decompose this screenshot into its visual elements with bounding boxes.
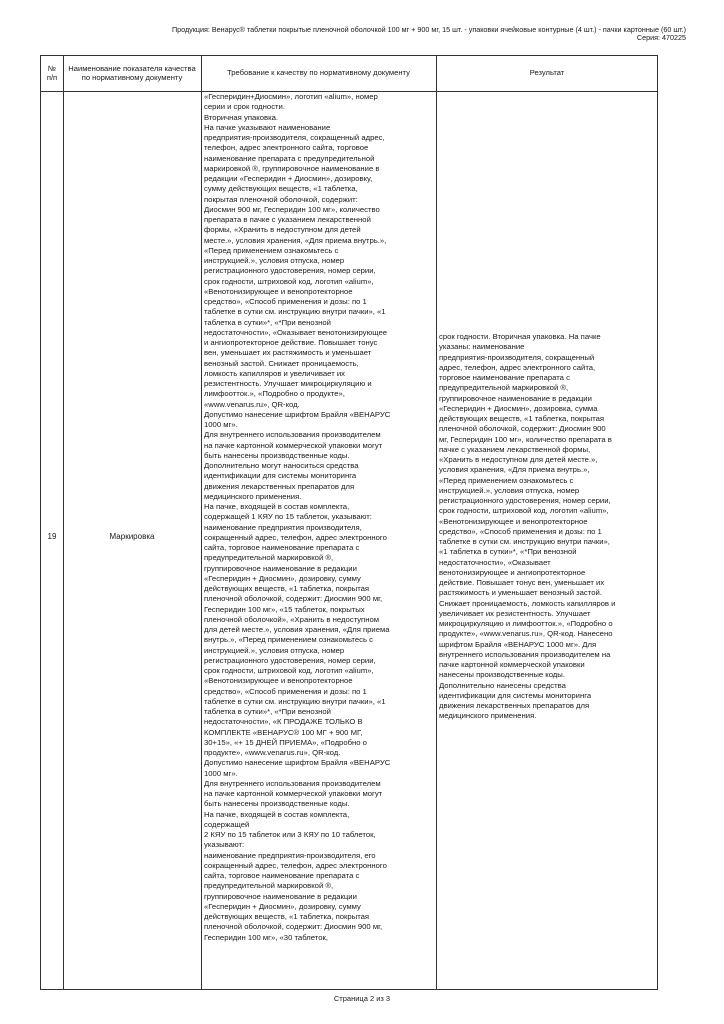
text-line: регистрационного удостоверения, номер серии, (204, 266, 376, 276)
text-line: регистрационного удостоверения, номер серии, (439, 496, 611, 505)
text-line: На пачке указывают наименование (204, 122, 331, 132)
header-requirement: Требование к качеству по нормативному документу (227, 68, 410, 78)
text-line: Снижает проницаемость, ломкость капилляров и (439, 598, 616, 608)
text-line: резистентность. Улучшает микроциркуляцию и (204, 379, 372, 388)
text-line: торговое наименование препарата с (439, 373, 570, 382)
text-line: и ангиопротекторное действие. Повышает тонус (204, 338, 378, 347)
text-line: 30+15», «+ 15 ДНЕЙ ПРИЕМА», «Подробно о (204, 737, 367, 747)
text-line: мг, Гесперидин 100 мг», количество препарата в (439, 434, 612, 444)
text-line: пленочной оболочкой, содержит: Диосмин 900 мг, (204, 594, 383, 604)
text-line: увеличивает их резистентность. Улучшает (439, 608, 591, 618)
text-line: шрифтом Брайля «ВЕНАРУС 1000 мг». Для (439, 639, 597, 649)
text-line: «Хранить в недоступном для детей месте.», (439, 455, 598, 464)
text-line: ломкость капилляров и увеличивает их (204, 368, 345, 378)
text-line: «www.venarus.ru», QR-код. (204, 399, 300, 409)
header-num: № п/п (46, 63, 58, 82)
result-cell (439, 332, 657, 732)
text-line: Для внутреннего использования производителем (204, 430, 381, 440)
header-indicator: Наименование показателя качества по нормативному документу (68, 63, 196, 82)
text-line: внутреннего использования производителем на (439, 649, 611, 659)
text-line: медицинского применения. (204, 491, 302, 501)
text-line: «Венотонизирующее и венопротекторное (439, 516, 588, 526)
text-line: идентификации для системы мониторинга (204, 471, 357, 481)
text-line: Допустимо нанесение шрифтом Брайля «ВЕНАРУС (204, 758, 391, 768)
text-line: растяжимость и уменьшает венозный застой. (439, 588, 602, 598)
text-line: медицинского применения. (439, 711, 537, 721)
text-line: телефон, адрес электронного сайта, торговое (204, 143, 369, 153)
text-line: недостаточности», «К ПРОДАЖЕ ТОЛЬКО В (204, 717, 363, 727)
text-line: На пачке, входящей в состав комплекта, (204, 502, 350, 511)
text-line: 2 КЯУ по 15 таблеток или 3 КЯУ по 10 таблеток, (204, 830, 376, 839)
page-number: Страница 2 из 3 (333, 994, 391, 1003)
text-line: Для внутреннего использования производителем (204, 778, 381, 788)
quality-table (40, 55, 658, 990)
text-line: микроциркуляцию и лимфоотток.», «Подробно о (439, 619, 613, 628)
text-line: группировочное наименование в редакции (204, 891, 357, 901)
text-line: продукте», «www.venarus.ru», QR-код. (204, 748, 341, 757)
text-line: недостаточности», «Оказывает венотонизирующее (204, 327, 388, 337)
text-line: инструкцией.», условия отпуска, номер (439, 485, 580, 495)
text-line: средство», «Способ применения и дозы: по 1 (204, 297, 367, 306)
text-line: предприятия-производителя, сокращенный (439, 352, 595, 362)
text-line: венозный застой. Снижает проницаемость, (204, 358, 359, 368)
column-divider (63, 56, 64, 989)
text-line: недостаточности», «Оказывает (439, 557, 551, 567)
text-line: предприятия-производителя, сокращенный адрес, (204, 133, 385, 142)
text-line: 1000 мг». (204, 420, 238, 429)
text-line: «Венотонизирующее и венопротекторное (204, 286, 353, 296)
text-line: «Перед применением ознакомьтесь с (204, 245, 339, 255)
header-result: Результат (529, 68, 565, 78)
text-line: таблетке в сутки см. инструкцию внутри пачки», «1 (204, 307, 386, 317)
text-line: для детей месте.», условия хранения, «Для приема (204, 625, 390, 634)
text-line: движения лекарственных препаратов для (439, 701, 590, 710)
text-line: действие. Повышает тонус вен, уменьшает их (439, 578, 605, 587)
text-line: лимфоотток.», «Подробно о продукте», (204, 389, 345, 399)
text-line: указывают: (204, 840, 245, 850)
text-line: Дополнительно могут наноситься средства (204, 461, 359, 470)
column-divider (201, 56, 202, 989)
text-line: быть нанесены производственные коды. (204, 799, 350, 809)
text-line: формы, «Хранить в недоступном для детей (204, 225, 361, 235)
text-line: действующих веществ, «1 таблетка, покрытая (204, 584, 370, 593)
text-line: «1 таблетка в сутки»*, «*При венозной (439, 547, 577, 557)
text-line: предупредительной маркировкой ®, (439, 383, 569, 393)
text-line: предупредительной маркировкой ®, (204, 881, 334, 891)
text-line: покрытая пленочной оболочкой, содержит: (204, 194, 358, 204)
text-line: КОМПЛЕКТЕ «ВЕНАРУС® 100 МГ + 900 МГ, (204, 727, 363, 737)
text-line: Дополнительно нанесены средства (439, 680, 566, 690)
row-number: 19 (47, 532, 57, 541)
text-line: движения лекарственных препаратов для (204, 481, 355, 491)
text-line: препарата в пачке с указанием лекарственной (204, 215, 371, 224)
requirement-cell (204, 92, 434, 989)
text-line: на пачке картонной коммерческой упаковки могут (204, 440, 383, 450)
text-line: предупредительной маркировкой ®, (204, 553, 334, 563)
text-line: «Гесперидин+Диосмин», логотип «alium», номер (204, 92, 378, 101)
text-line: сумму действующих веществ, «1 таблетка, (204, 184, 358, 194)
text-line: средство», «Способ применения и дозы: по 1 (439, 526, 602, 536)
text-line: маркировкой ®, группировочное наименование в (204, 163, 380, 173)
text-line: срок годности, штриховой код, логотип «alium», (204, 666, 374, 675)
text-line: месте.», условия хранения, «Для приема внутрь.», (204, 235, 387, 245)
text-line: Вторичная упаковка. (204, 112, 279, 122)
text-line: «Гесперидин + Диосмин», дозировку, сумму (204, 573, 361, 583)
text-line: пачке с указанием лекарственной формы, (439, 444, 591, 454)
text-line: внутрь.», «Перед применением ознакомьтесь с (204, 635, 373, 645)
text-line: пленочной оболочкой, содержит: Диосмин 900 мг, (204, 922, 383, 932)
text-line: Гесперидин 100 мг», «30 таблеток, (204, 932, 328, 942)
text-line: сайта, торговое наименование препарата с (204, 871, 360, 880)
text-line: идентификации для системы мониторинга (439, 690, 592, 700)
text-line: наименование предприятия производителя, (204, 522, 362, 532)
text-line: Гесперидин 100 мг», «15 таблеток, покрытых (204, 604, 365, 614)
text-line: «Гесперидин + Диосмин», дозировку, сумму (204, 901, 361, 911)
text-line: группировочное наименование в редакции (204, 563, 357, 573)
text-line: наименование предприятия-производителя, его (204, 850, 376, 860)
text-line: редакции «Гесперидин + Диосмин», дозировку, (204, 174, 373, 183)
text-line: таблетке в сутки см. инструкцию внутри пачки», «1 (204, 696, 386, 706)
text-line: указаны: наименование (439, 342, 525, 352)
text-line: пленочной оболочкой, содержит: Диосмин 900 (439, 424, 606, 434)
text-line: срок годности, штриховой код, логотип «alium», (439, 506, 609, 516)
row-indicator: Маркировка (109, 532, 155, 541)
header-product-line: Продукция: Венарус® таблетки покрытые пленочной оболочкой 100 мг + 900 мг, 15 шт. - упаковки ячейковые контурные (4 шт.) - пачки картонные (60 шт.) (171, 25, 686, 34)
text-line: На пачке, входящей в состав комплекта, (204, 809, 350, 819)
text-line: сокращенный адрес, телефон, адрес электронного (204, 532, 387, 542)
text-line: Допустимо нанесение шрифтом Брайля «ВЕНАРУС (204, 409, 391, 419)
text-line: действующих веществ, «1 таблетка, покрытая (204, 912, 370, 921)
text-line: пленочной оболочкой», «Хранить в недоступном (204, 614, 380, 624)
text-line: инструкцией.», условия отпуска, номер (204, 645, 345, 655)
text-line: 1000 мг». (204, 768, 238, 778)
text-line: адрес, телефон, адрес электронного сайта, (439, 362, 596, 372)
text-line: сайта, торговое наименование препарата с (204, 543, 360, 552)
column-divider (436, 56, 437, 989)
text-line: инструкцией.», условия отпуска, номер (204, 256, 345, 265)
text-line: срок годности, штриховой код, логотип «alium», (204, 276, 374, 286)
text-line: серии и срок годности. (204, 102, 285, 112)
text-line: содержащей 1 КЯУ по 15 таблеток, указывают: (204, 512, 372, 522)
header-series-line: Серия: 470225 (636, 33, 686, 42)
text-line: условия хранения, «Для приема внутрь.», (439, 465, 590, 475)
text-line: «Перед применением ознакомьтесь с (439, 475, 574, 485)
text-line: действующих веществ, «1 таблетка, покрытая (439, 414, 605, 423)
text-line: быть нанесены производственные коды. (204, 450, 350, 460)
text-line: пачке картонной коммерческой упаковки (439, 660, 585, 669)
text-line: «Гесперидин + Диосмин», дозировка, сумма (439, 403, 598, 413)
text-line: срок годности. Вторичная упаковка. На пачке (439, 332, 601, 341)
text-line: сокращенный адрес, телефон, адрес электронного (204, 860, 387, 870)
text-line: таблетка в сутки»*, «*При венозной (204, 707, 331, 716)
text-line: «Венотонизирующее и венопротекторное (204, 676, 353, 686)
text-line: таблетке в сутки см. инструкцию внутри пачки», (439, 537, 610, 546)
text-line: регистрационного удостоверения, номер серии, (204, 655, 376, 665)
text-line: средство», «Способ применения и дозы: по 1 (204, 686, 367, 696)
text-line: содержащей (204, 819, 250, 829)
text-line: Диосмин 900 мг, Гесперидин 100 мг», количество (204, 204, 380, 214)
text-line: венотонизирующее и ангиопротекторное (439, 567, 586, 577)
text-line: группировочное наименование в редакции (439, 393, 592, 403)
text-line: наименование препарата с предупредительной (204, 153, 375, 163)
text-line: вен, уменьшает их растяжимость и уменьшает (204, 348, 372, 358)
text-line: на пачке картонной коммерческой упаковки могут (204, 789, 383, 798)
text-line: нанесены производственные коды. (439, 670, 565, 680)
text-line: продукте», «www.venarus.ru», QR-код. Нанесено (439, 629, 613, 639)
text-line: таблетка в сутки»*, «*При венозной (204, 317, 331, 327)
